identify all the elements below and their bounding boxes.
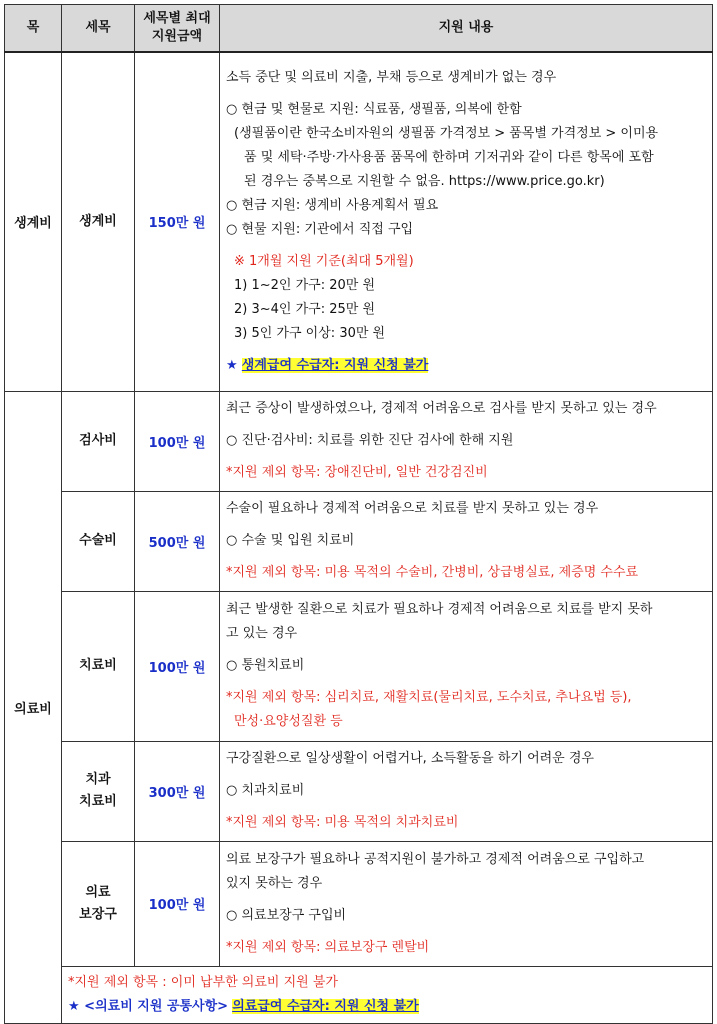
item-dental [62, 741, 135, 841]
item-living: 생계비 [62, 52, 135, 391]
medical-common-exclusion: *지원 제외 항목 : 이미 납부한 의료비 지원 불가 [68, 974, 338, 990]
header-item: 세목 [62, 5, 135, 53]
item-treatment: 치료비 [62, 591, 135, 741]
item-device-l1: 의료 [85, 884, 111, 900]
surgery-exclusion: *지원 제외 항목: 미용 목적의 수술비, 간병비, 상급병실료, 제증명 수수료 [226, 565, 639, 580]
device-desc-1: 의료 보장구가 필요하나 공적지원이 불가하고 경제적 어려움으로 구입하고 [226, 851, 645, 867]
medical-common-notes [62, 966, 713, 1023]
amount-dental: 300만 원 [135, 741, 220, 841]
category-medical: 의료비 [5, 391, 62, 1023]
living-restriction-text: 생계급여 수급자: 지원 신청 불가 [241, 357, 429, 373]
item-dental-l2: 치료비 [79, 794, 117, 809]
content-device [220, 841, 713, 966]
device-support: ○ 의료보장구 구입비 [226, 907, 347, 923]
content-dental [220, 741, 713, 841]
item-device-l2: 보장구 [79, 906, 117, 922]
exam-desc: 최근 증상이 발생하였으나, 경제적 어려움으로 검사를 받지 못하고 있는 경우 [226, 401, 657, 416]
support-table [4, 4, 713, 1024]
living-desc: 소득 중단 및 의료비 지출, 부채 등으로 생계비가 없는 경우 [226, 69, 557, 85]
surgery-support: ○ 수술 및 입원 치료비 [226, 533, 355, 548]
header-max-amount-l1: 세목별 최대 [143, 11, 211, 26]
content-living [220, 52, 713, 391]
living-household-1: 1) 1~2인 가구: 20만 원 [234, 277, 376, 293]
exam-exclusion: *지원 제외 항목: 장애진단비, 일반 건강검진비 [226, 465, 488, 480]
amount-living: 150만 원 [135, 52, 220, 391]
item-exam: 검사비 [62, 391, 135, 491]
surgery-desc: 수술이 필요하나 경제적 어려움으로 치료를 받지 못하고 있는 경우 [226, 501, 599, 516]
medical-common-restriction-text: 의료급여 수급자: 지원 신청 불가 [232, 998, 419, 1014]
treatment-exclusion-2: 만성·요양성질환 등 [234, 714, 343, 729]
living-note-1: (생필품이란 한국소비자원의 생필품 가격정보 > 품목별 가격정보 > 이미용 [234, 125, 659, 141]
header-category: 목 [5, 5, 62, 53]
item-dental-l1: 치과 [85, 772, 111, 787]
amount-surgery: 500만 원 [135, 491, 220, 591]
header-content: 지원 내용 [220, 5, 713, 53]
treatment-desc-2: 고 있는 경우 [226, 626, 298, 641]
item-device [62, 841, 135, 966]
treatment-desc-1: 최근 발생한 질환으로 치료가 필요하나 경제적 어려움으로 치료를 받지 못하 [226, 602, 653, 617]
amount-treatment: 100만 원 [135, 591, 220, 741]
medical-common-restriction [68, 995, 706, 1019]
dental-desc: 구강질환으로 일상생활이 어렵거나, 소득활동을 하기 어려운 경우 [226, 751, 594, 766]
header-max-amount-l2: 지원금액 [151, 29, 203, 44]
living-goods: ○ 현물 지원: 기관에서 직접 구입 [226, 221, 414, 237]
treatment-exclusion-1: *지원 제외 항목: 심리치료, 재활치료(물리치료, 도수치료, 추나요법 등), [226, 690, 632, 705]
living-restriction [226, 354, 708, 378]
dental-support: ○ 치과치료비 [226, 783, 305, 798]
living-monthly-standard: ※ 1개월 지원 기준(최대 5개월) [234, 253, 414, 269]
device-exclusion: *지원 제외 항목: 의료보장구 렌탈비 [226, 939, 430, 955]
content-exam [220, 391, 713, 491]
star-icon: ★ [226, 357, 238, 373]
content-surgery [220, 491, 713, 591]
medical-common-label: ★ <의료비 지원 공통사항> [68, 998, 229, 1014]
exam-support: ○ 진단·검사비: 치료를 위한 진단 검사에 한해 지원 [226, 433, 514, 448]
living-note-3: 된 경우는 중복으로 지원할 수 없음. https://www.price.go.kr) [244, 173, 605, 189]
living-cash-goods: ○ 현금 및 현물로 지원: 식료품, 생필품, 의복에 한함 [226, 101, 522, 117]
item-surgery: 수술비 [62, 491, 135, 591]
living-household-3: 3) 5인 가구 이상: 30만 원 [234, 325, 386, 341]
dental-exclusion: *지원 제외 항목: 미용 목적의 치과치료비 [226, 815, 459, 830]
living-cash: ○ 현금 지원: 생계비 사용계획서 필요 [226, 197, 439, 213]
category-living: 생계비 [5, 52, 62, 391]
treatment-support: ○ 통원치료비 [226, 658, 305, 673]
device-desc-2: 있지 못하는 경우 [226, 875, 323, 891]
living-household-2: 2) 3~4인 가구: 25만 원 [234, 301, 376, 317]
content-treatment [220, 591, 713, 741]
amount-device: 100만 원 [135, 841, 220, 966]
living-note-2: 품 및 세탁·주방·가사용품 품목에 한하며 기저귀와 같이 다른 항목에 포함 [244, 149, 654, 165]
amount-exam: 100만 원 [135, 391, 220, 491]
header-max-amount [135, 5, 220, 53]
